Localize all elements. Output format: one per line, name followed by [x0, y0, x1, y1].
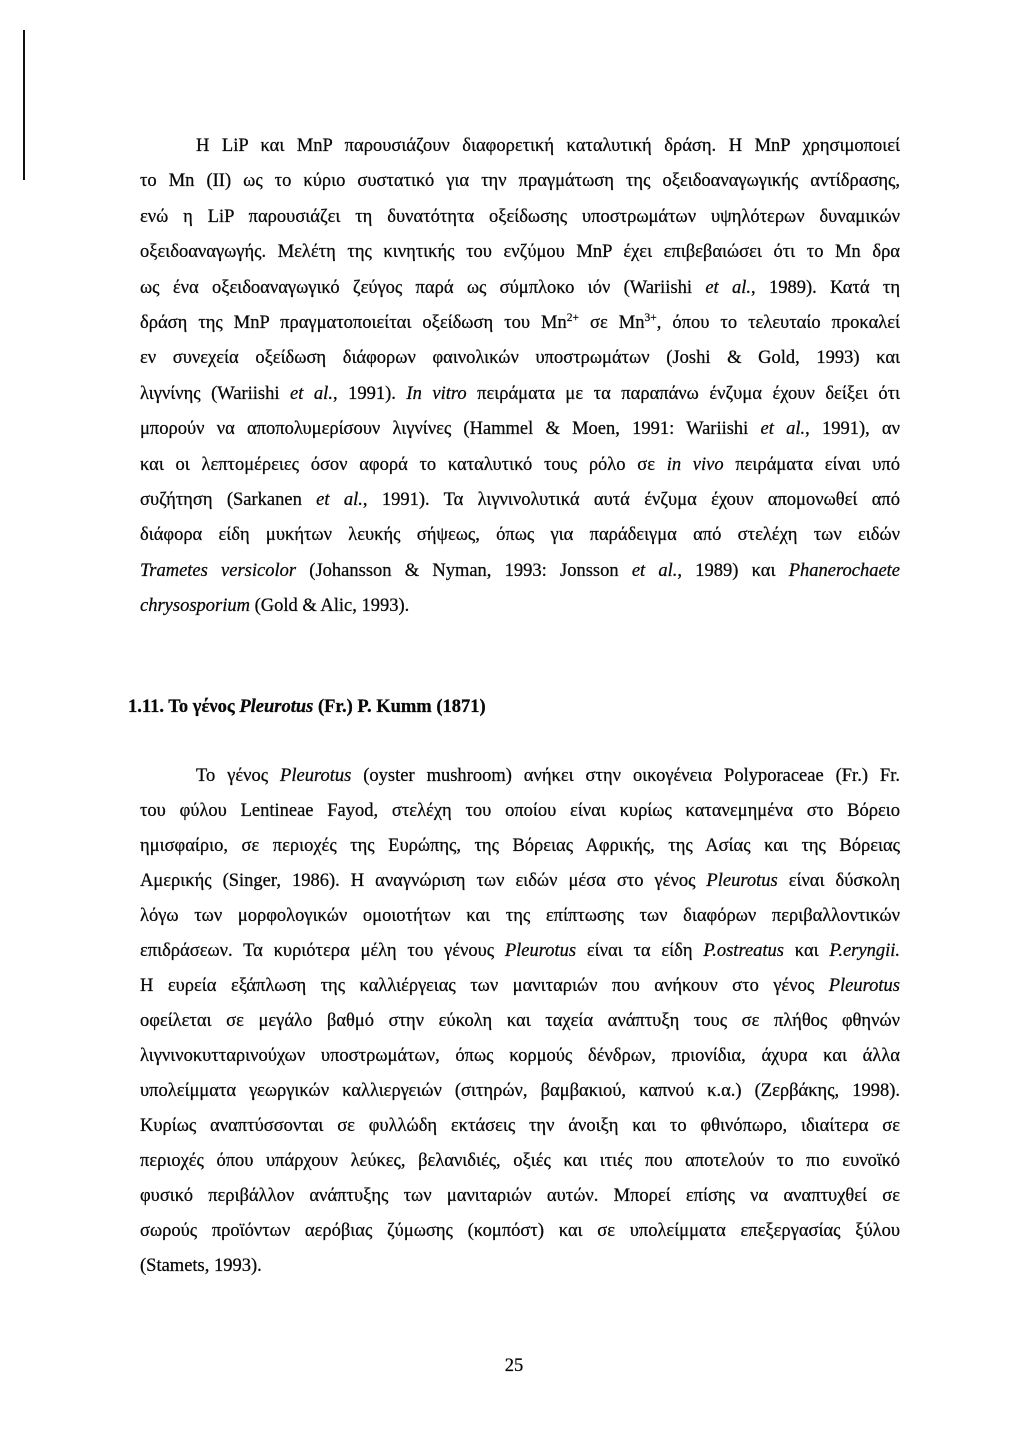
text-line-content — [196, 136, 900, 156]
text-run: λιγνινοκυτταρινούχων υποστρωμάτων, όπως κορμούς δένδρων, πριονίδια, άχυρα και άλλα — [140, 1046, 900, 1066]
italic-text-run: chrysosporium — [140, 596, 250, 617]
text-line — [140, 200, 900, 235]
text-run: Η ευρεία εξάπλωση της καλλιέργειας των μανιταριών που ανήκουν στο γένος — [140, 976, 829, 996]
text-run: λιγνίνης (Wariishi — [140, 383, 291, 404]
text-run: πειράματα με τα παραπάνω ένζυμα έχουν δείξει ότι — [466, 383, 900, 404]
text-line-content — [140, 871, 900, 891]
text-line-content — [140, 207, 900, 227]
text-line — [140, 864, 900, 899]
italic-text-run: Pleurotus — [706, 871, 778, 891]
text-line — [140, 1004, 900, 1039]
text-run: (Fr.) P. Kumm (1871) — [313, 697, 486, 717]
text-line — [140, 1039, 900, 1074]
italic-text-run: Trametes versicolor — [140, 560, 297, 581]
text-line-content — [140, 419, 900, 439]
italic-text-run: Pleurotus — [280, 766, 352, 786]
text-run: Η LiP και MnP παρουσιάζουν διαφορετική καταλυτική δράση. Η MnP χρησιμοποιεί — [196, 136, 900, 156]
text-run: , 1991). Τα λιγνινολυτικά αυτά ένζυμα έχουν απομονωθεί από — [362, 489, 900, 510]
text-run: ημισφαίριο, σε περιοχές της Ευρώπης, της Βόρειας Αφρικής, της Ασίας και της Βόρειας — [140, 836, 900, 856]
italic-text-run: et al. — [316, 489, 363, 510]
text-line — [140, 899, 900, 934]
text-line — [140, 1179, 900, 1214]
text-run: Κυρίως αναπτύσσονται σε φυλλώδη εκτάσεις την άνοιξη και το φθινόπωρο, ιδιαίτερα σε — [140, 1116, 900, 1136]
text-run: (Gold & Alic, 1993). — [249, 596, 410, 617]
text-run: υπολείμματα γεωργικών καλλιεργειών (σιτηρών, βαμβακιού, καπνού κ.α.) (Ζερβάκης, 1998). — [140, 1081, 900, 1101]
italic-text-run: Phanerochaete — [788, 560, 901, 581]
text-run: του φύλου Lentineae Fayod, στελέχη του οποίου είναι κυρίως κατανεμημένα στο Βόρειο — [140, 801, 900, 821]
text-run: , 1991). — [332, 383, 407, 404]
text-run: είναι τα είδη — [576, 941, 704, 961]
text-run: οξειδοαναγωγής. Μελέτη της κινητικής του ενζύμου MnP έχει επιβεβαιώσει ότι το Mn δρα — [140, 242, 900, 263]
superscript-charge: 3+ — [644, 312, 657, 325]
page-number: 25 — [504, 1356, 524, 1376]
text-run: 1.11. Το γένος — [128, 697, 240, 717]
text-line — [140, 934, 900, 969]
text-line-content — [140, 1116, 900, 1136]
text-line-content — [140, 561, 900, 581]
text-run: , 1989) και — [677, 560, 789, 581]
text-line — [140, 1109, 900, 1144]
body-paragraph-lignin-enzymes — [140, 129, 900, 624]
text-run: εν συνεχεία οξείδωση διάφορων φαινολικών υποστρωμάτων (Joshi & Gold, 1993) και — [140, 348, 900, 369]
text-line-content — [140, 1011, 900, 1031]
italic-text-run: et al. — [631, 560, 678, 581]
text-line-content — [140, 313, 900, 333]
text-line — [140, 1074, 900, 1109]
text-run: συζήτηση (Sarkanen — [140, 489, 317, 510]
text-line-content — [140, 525, 900, 545]
italic-text-run: Pleurotus — [239, 697, 314, 717]
text-line — [140, 235, 900, 270]
superscript-charge: 2+ — [566, 312, 579, 325]
text-line-content — [140, 278, 900, 298]
text-line — [140, 554, 900, 589]
text-line — [140, 341, 900, 376]
text-run: Το γένος — [196, 766, 281, 786]
text-run: είναι δύσκολη — [777, 871, 900, 891]
text-line — [140, 164, 900, 199]
italic-text-run: P.ostreatus — [703, 941, 785, 961]
text-run: και οι λεπτομέρειες όσον αφορά το καταλυτικό τους ρόλο σε — [140, 454, 667, 475]
text-line-content — [140, 801, 900, 821]
italic-text-run: et al. — [760, 419, 806, 440]
text-line — [140, 483, 900, 518]
italic-text-run: in vivo — [666, 454, 724, 475]
text-run: το Mn (II) ως το κύριο συστατικό για την πραγμάτωση της οξειδοαναγωγικής αντίδρασης, — [140, 171, 900, 192]
text-line — [140, 1144, 900, 1179]
text-line-content — [140, 1046, 900, 1066]
text-line-content — [140, 171, 900, 191]
text-run: φυσικό περιβάλλον ανάπτυξης των μανιταριών αυτών. Μπορεί επίσης να αναπτυχθεί σε — [140, 1186, 900, 1206]
text-line-content — [140, 941, 900, 961]
text-line-content — [140, 348, 900, 368]
italic-text-run: et al. — [290, 383, 333, 404]
text-line — [140, 412, 900, 447]
text-line-content — [196, 766, 900, 786]
text-line — [140, 448, 900, 483]
text-line-content — [128, 697, 486, 717]
text-line-content — [140, 1151, 900, 1171]
text-line — [140, 1214, 900, 1249]
text-line — [140, 589, 900, 624]
text-line — [140, 759, 900, 794]
text-line-content — [140, 1081, 900, 1101]
text-line-content — [140, 1221, 900, 1241]
text-line-content — [140, 1186, 900, 1206]
text-line-content — [140, 906, 900, 926]
text-run: και — [784, 941, 830, 961]
text-run: σε Mn — [578, 312, 645, 333]
text-line-content — [140, 976, 900, 996]
section-heading — [128, 690, 728, 725]
text-line — [128, 690, 728, 725]
text-run: οφείλεται σε μεγάλο βαθμό στην εύκολη και ταχεία ανάπτυξη τους σε πλήθος φθηνών — [140, 1011, 900, 1031]
text-run: , όπου το τελευταίο προκαλεί — [656, 312, 900, 333]
italic-text-run: et al. — [705, 277, 752, 298]
text-run: πειράματα είναι υπό — [723, 454, 901, 475]
text-line — [140, 1249, 900, 1284]
italic-text-run: P.eryngii. — [829, 941, 900, 961]
text-run: ως ένα οξειδοαναγωγικό ζεύγος παρά ως σύμπλοκο ιόν (Wariishi — [140, 277, 706, 298]
text-line-content — [140, 242, 900, 262]
text-run: , 1991), αν — [805, 419, 900, 440]
text-run: , 1989). Κατά τη — [751, 277, 900, 298]
text-run: περιοχές όπου υπάρχουν λεύκες, βελανιδιές, οξιές και ιτιές που αποτελούν το πιο ευνοϊκό — [140, 1151, 900, 1171]
text-run: Αμερικής (Singer, 1986). Η αναγνώριση των ειδών μέσα στο γένος — [140, 871, 707, 891]
text-run: σωρούς προϊόντων αερόβιας ζύμωσης (κομπόστ) και σε υπολείμματα επεξεργασίας ξύλου — [140, 1221, 900, 1241]
text-run: μπορούν να αποπολυμερίσουν λιγνίνες (Hammel & Moen, 1991: Wariishi — [140, 419, 761, 440]
text-line — [140, 518, 900, 553]
text-run: ενώ η LiP παρουσιάζει τη δυνατότητα οξείδωσης υποστρωμάτων υψηλότερων δυναμικών — [140, 206, 900, 227]
scan-artifact-line — [23, 30, 25, 180]
text-line — [140, 829, 900, 864]
text-line-content — [140, 1256, 262, 1276]
text-run: δράση της MnP πραγματοποιείται οξείδωση του Mn — [140, 312, 567, 333]
text-line — [140, 377, 900, 412]
text-run: διάφορα είδη μυκήτων λευκής σήψεως, όπως για παράδειγμα από στελέχη των ειδών — [140, 525, 900, 546]
text-line — [140, 794, 900, 829]
text-line — [140, 969, 900, 1004]
italic-text-run: In vitro — [406, 383, 467, 404]
text-line-content — [140, 490, 900, 510]
text-line-content — [140, 384, 900, 404]
text-run: επιδράσεων. Τα κυριότερα μέλη του γένους — [140, 941, 505, 961]
text-line — [140, 271, 900, 306]
italic-text-run: Pleurotus — [504, 941, 577, 961]
body-paragraph-pleurotus — [140, 759, 900, 1284]
text-line — [140, 129, 900, 164]
text-run: (Stamets, 1993). — [140, 1256, 262, 1276]
text-line-content — [140, 836, 900, 856]
italic-text-run: Pleurotus — [828, 976, 900, 996]
text-run: (Johansson & Nyman, 1993: Jonsson — [296, 560, 632, 581]
text-run: (oyster mushroom) ανήκει στην οικογένεια Polyporaceae (Fr.) Fr. — [351, 766, 900, 786]
text-line-content — [140, 596, 409, 616]
text-line-content — [140, 455, 900, 475]
text-run: λόγω των μορφολογικών ομοιοτήτων και της επίπτωσης των διαφόρων περιβαλλοντικών — [140, 906, 900, 926]
text-line — [140, 306, 900, 341]
